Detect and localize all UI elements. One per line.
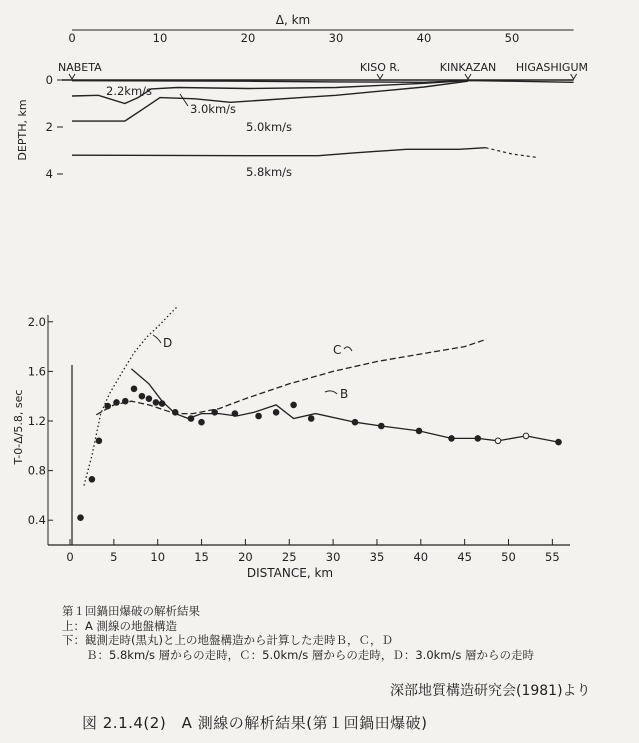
depth-x-tick-label: 20 <box>240 31 256 45</box>
observed-point <box>416 428 422 434</box>
source-credit: 深部地質構造研究会(1981)より <box>390 683 591 699</box>
depth-x-tick-label: 30 <box>328 31 344 45</box>
observed-point <box>114 400 120 406</box>
tt-x-tick-label: 30 <box>325 550 341 564</box>
depth-y-tick-label: 0 <box>45 73 53 87</box>
depth-x-tick-label: 10 <box>152 31 168 45</box>
curve-label-c-leader <box>344 347 352 351</box>
observed-point <box>308 416 314 422</box>
observed-point <box>139 393 145 399</box>
observed-point <box>495 438 501 444</box>
observed-point <box>256 413 262 419</box>
depth-y-tick-label: 4 <box>45 167 53 181</box>
station-marker <box>465 74 471 79</box>
observed-point <box>556 439 562 445</box>
layer-boundary-line <box>72 81 574 83</box>
curve-label-d: D <box>163 336 173 350</box>
tt-x-tick-label: 15 <box>194 550 209 564</box>
curve-d <box>84 307 177 486</box>
tt-x-tick-label: 20 <box>238 550 253 564</box>
observed-point <box>232 411 238 417</box>
caption-line-3: 下：観測走時(黒丸)と上の地盤構造から計算した走時Ｂ，Ｃ，Ｄ <box>62 633 393 647</box>
curve-label-c: C <box>333 343 342 357</box>
tt-x-tick-label: 55 <box>545 550 560 564</box>
depth-x-tick-label: 0 <box>68 31 76 45</box>
tt-x-axis-title: DISTANCE, km <box>246 566 334 580</box>
observed-point <box>131 386 137 392</box>
tt-x-tick-label: 10 <box>150 550 166 564</box>
station-label: HIGASHIGUM <box>515 61 588 74</box>
observed-point <box>105 403 111 409</box>
observed-point <box>199 419 205 425</box>
layer-boundary-extension <box>486 148 539 158</box>
tt-y-tick-label: 1.2 <box>27 414 46 428</box>
observed-point <box>159 401 165 407</box>
observed-point <box>188 416 194 422</box>
caption-line-1: 第１回鍋田爆破の解析結果 <box>62 604 200 618</box>
observed-point <box>291 402 297 408</box>
observed-point <box>96 438 102 444</box>
station-marker <box>571 74 577 79</box>
layer-boundary-line <box>72 148 486 156</box>
observed-point <box>89 477 95 483</box>
observed-point <box>212 410 218 416</box>
curve-label-b: B <box>340 387 349 401</box>
observed-point <box>153 400 159 406</box>
label-2-2kms: 2.2km/s <box>106 84 153 98</box>
tt-y-tick-label: 0.8 <box>27 463 46 478</box>
tt-x-tick-label: 40 <box>413 550 429 564</box>
label-3-0kms: 3.0km/s <box>190 102 237 116</box>
observed-point <box>379 423 385 429</box>
tt-x-tick-label: 5 <box>110 550 118 564</box>
observed-point <box>172 410 178 416</box>
caption-line-2: 上：A 測線の地盤構造 <box>62 618 178 633</box>
label-5-8kms: 5.8km/s <box>246 165 293 179</box>
observed-point <box>123 398 129 404</box>
tt-y-tick-label: 0.4 <box>27 513 46 528</box>
travel-time-chart <box>0 215 639 585</box>
tt-x-tick-label: 45 <box>457 550 472 564</box>
curve-b <box>131 369 558 442</box>
observed-point <box>523 433 529 439</box>
tt-y-tick-label: 1.6 <box>27 364 46 379</box>
depth-y-axis-title: DEPTH, km <box>16 99 29 161</box>
label-3-0kms-leader <box>180 94 188 106</box>
tt-y-tick-label: 2.0 <box>27 314 46 329</box>
observed-point <box>352 419 358 425</box>
curve-label-b-leader <box>325 391 337 394</box>
depth-x-tick-label: 50 <box>504 31 520 45</box>
tt-x-tick-label: 0 <box>66 550 74 564</box>
station-label: NABETA <box>58 61 102 74</box>
station-label: KISO R. <box>359 61 401 74</box>
depth-x-axis-title: Δ, km <box>275 13 311 27</box>
observed-point <box>146 396 152 402</box>
observed-point <box>475 436 481 442</box>
depth-y-tick-label: 2 <box>45 120 53 134</box>
curve-label-d-leader <box>153 335 161 343</box>
figure-notes <box>62 604 534 662</box>
tt-x-tick-label: 35 <box>369 550 385 564</box>
observed-point <box>78 515 84 521</box>
observed-point <box>449 436 455 442</box>
caption-line-4: Ｂ：5.8km/s 層からの走時，Ｃ：5.0km/s 層からの走時，Ｄ：3.0km/s 層からの走時 <box>86 647 535 662</box>
tt-y-axis-title: T-0-Δ/5.8, sec <box>12 389 25 465</box>
tt-x-tick-label: 25 <box>281 550 297 564</box>
observed-point <box>273 410 279 416</box>
tt-x-tick-label: 50 <box>501 550 516 564</box>
label-5-0kms: 5.0km/s <box>246 120 293 134</box>
station-marker <box>69 74 75 79</box>
station-marker <box>377 74 383 79</box>
depth-x-tick-label: 40 <box>416 31 432 45</box>
station-label: KINKAZAN <box>439 61 497 74</box>
depth-structure-chart <box>0 0 639 215</box>
figure-caption: 図 2.1.4(2) A 測線の解析結果(第１回鍋田爆破) <box>82 714 428 732</box>
